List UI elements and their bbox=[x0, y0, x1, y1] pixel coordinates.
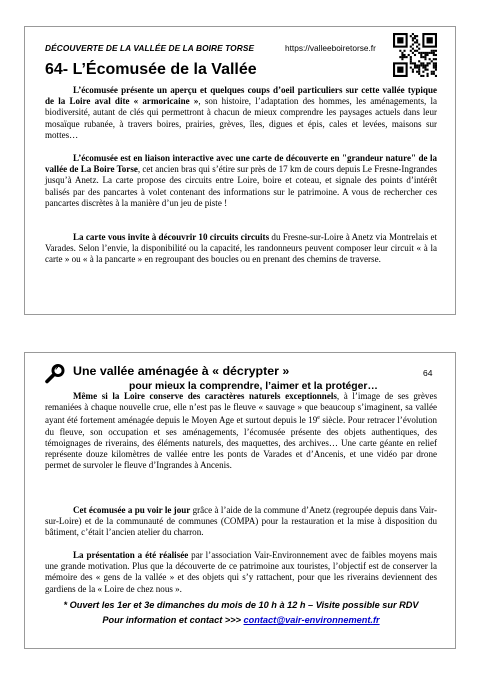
presentation-paragraph bbox=[45, 550, 437, 595]
presentation-bold: La présentation a été réalisée bbox=[73, 550, 189, 560]
circuits-paragraph bbox=[45, 232, 437, 266]
funding-text: grâce à l’aide de la commune d’Anetz (regroupée depuis dans Vair-sur-Loire) et de la communauté de communes (COMPA) pour la restauration et la mise à disposition du bâtiment, c’était l’ancien atelier du charron. bbox=[45, 505, 438, 538]
century-sup: e bbox=[317, 415, 320, 422]
map-text: , cet ancien bras qui s’étire sur près de 17 km de cours depuis Le Fresne-Ingrandes jusqu’à Anetz. La carte propose des circuits entre Loire, boire et coteau, et signale des points d’intérêt balisés par des pancartes à volet contenant des informations sur le patrimoine. A vous de rechercher ces pancartes discrètes à la manière d’un jeu de piste ! bbox=[45, 164, 437, 208]
presentation-text: par l’association Vair-Environnement avec de faibles moyens mais une grande motivation. Plus que la découverte de ce patrimoine aux touristes, l’objectif est de conserver la mémoire des « gens de la vallée » et des objets qui s’y rattachent, pour que les riverains deviennent des gardiens de la « Loire de chez nous ». bbox=[45, 550, 437, 594]
funding-paragraph bbox=[45, 505, 437, 539]
vallee-card bbox=[24, 352, 456, 649]
funding-bold: Cet écomusée a pu voir le jour bbox=[73, 505, 191, 515]
intro-bold: L’écomusée présente un aperçu et quelques coups d’oeil particuliers sur cette vallée typique de la Loire aval dite « armoricaine » bbox=[45, 85, 437, 107]
map-bold: L’écomusée est en liaison interactive avec une carte de découverte en "grandeur nature" de la vallée de La Boire Torse bbox=[45, 153, 437, 175]
ecomusee-card bbox=[24, 26, 456, 315]
intro-text: , son histoire, l’adaptation des hommes, les aménagements, la biodiversité, autant de clés qui permettront à chacun de mieux comprendre les paysages actuels dans leur mosaïque rubanée, à travers boires, prairies, grèves, îles, digues et épis, cales et levées, maisons sur mottes… bbox=[45, 96, 437, 140]
loire-paragraph bbox=[45, 391, 437, 471]
loire-bold: Même si la Loire conserve des caractères naturels exceptionnels bbox=[73, 391, 337, 401]
page-number: 64 bbox=[423, 368, 433, 378]
circuits-bold: La carte vous invite à découvrir 10 circuits circuits bbox=[73, 232, 270, 242]
loire-text-b: siècle. Pour retracer l’évolution du fleuve, son occupation et ses aménagements, l’écomusée présente des objets authentiques, des témoignages de riverains, des éléments naturels, des maquettes, des archives… Une carte géante en relief représente douze kilomètres de vallée entre les ponts de Varades et d’Ancenis, et une vidéo par drone permet de survoler le fleuve d’Ingrandes à Ancenis. bbox=[45, 415, 437, 471]
circuits-text: du Fresne-sur-Loire à Anetz via Montrelais et Varades. Selon l’envie, la disponibilité ou la capacité, les randonneurs peuvent composer leur circuit « à la carte » ou « à la pancarte » en regroupant des boucles ou en prenant des chemins de traverse. bbox=[45, 232, 438, 265]
section-subtitle: pour mieux la comprendre, l’aimer et la protéger… bbox=[129, 381, 378, 392]
opening-hours: * Ouvert les 1er et 3e dimanches du mois de 10 h à 12 h – Visite possible sur RDV bbox=[63, 600, 419, 610]
magnifier-icon bbox=[45, 362, 67, 384]
header-title: DÉCOUVERTE DE LA VALLÉE DE LA BOIRE TORSE bbox=[45, 43, 255, 53]
contact-label: Pour information et contact >>> bbox=[102, 615, 244, 625]
intro-paragraph bbox=[45, 85, 437, 141]
qr-code-icon bbox=[393, 33, 437, 77]
map-paragraph bbox=[45, 153, 437, 209]
contact-email-link[interactable]: contact@vair-environnement.fr bbox=[243, 615, 380, 625]
section-title: Une vallée aménagée à « décrypter » bbox=[73, 364, 290, 378]
website-url[interactable]: https://valleeboiretorse.fr bbox=[285, 43, 376, 53]
page-title: 64- L’Écomusée de la Vallée bbox=[45, 61, 257, 78]
contact-line bbox=[45, 615, 437, 625]
loire-text-a: , à l’image de ses grèves remaniées à chaque nouvelle crue, elle n’est pas le fleuve « sauvage » que beaucoup s’imaginent, sa vallée ayant été fortement aménagée depuis le Moyen Age et surtout depuis le 19 bbox=[45, 391, 437, 426]
